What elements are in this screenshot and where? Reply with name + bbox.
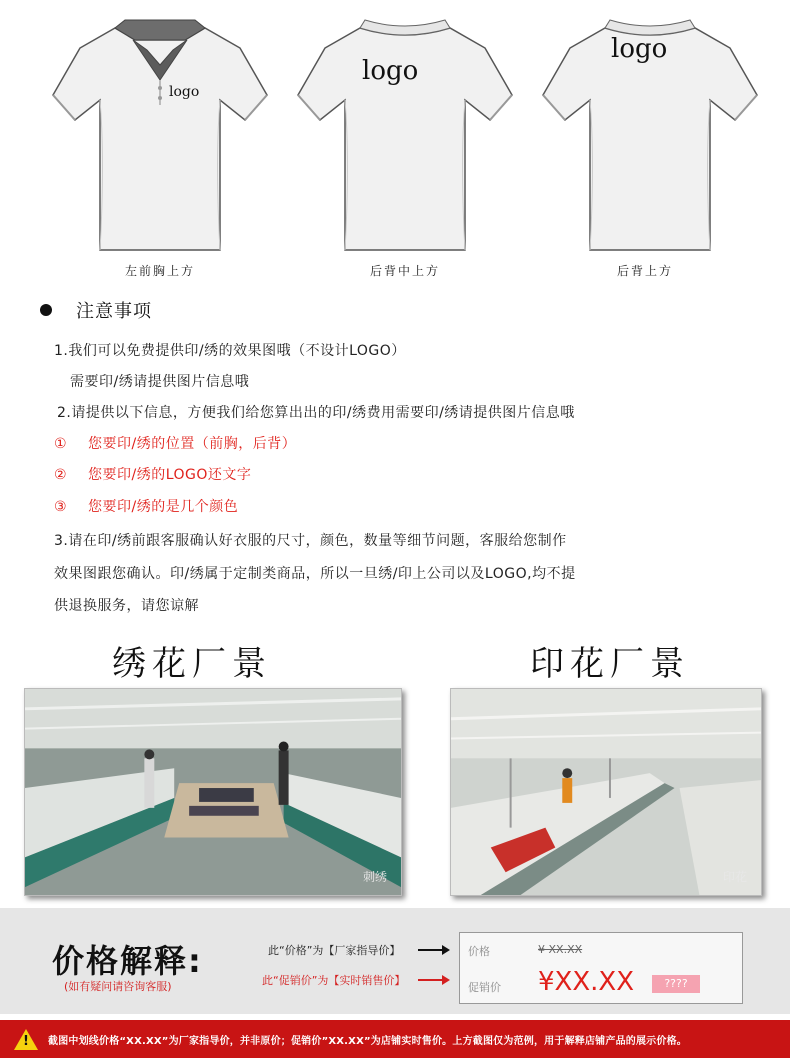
promo-price-label: 促销价 xyxy=(468,981,501,994)
note-line: 3.请在印/绣前跟客服确认好衣服的尺寸，颜色，数量等细节问题，客服给您制作 xyxy=(54,533,567,549)
price-sample-box xyxy=(459,932,743,1004)
photo-watermark: 刺绣 xyxy=(362,870,387,884)
price-label: 价格 xyxy=(468,945,490,958)
price-explanation-title: 价格解释: xyxy=(52,942,203,980)
promo-tag-badge: ???? xyxy=(652,975,700,993)
embroidery-factory-scene xyxy=(25,689,401,895)
note-line: 1.我们可以免费提供印/绣的效果图哦（不设计LOGO） xyxy=(54,343,406,359)
warning-triangle-icon: ! xyxy=(14,1029,38,1050)
shirt-caption: 左前胸上方 xyxy=(124,264,195,278)
disclaimer-footer xyxy=(0,1020,790,1058)
notes-heading xyxy=(40,297,152,323)
note-line: 效果图跟您确认。印/绣属于定制类商品，所以一旦绣/印上公司以及LOGO,均不提 xyxy=(54,566,576,582)
note-item-colors xyxy=(54,496,238,516)
logo-placeholder-text: logo xyxy=(362,56,419,86)
circled-number: ③ xyxy=(54,499,68,515)
guide-price-explanation: 此“价格”为【厂家指导价】 xyxy=(268,944,401,957)
note-item-text: 您要印/绣的位置（前胸，后背） xyxy=(88,436,297,452)
bullet-dot-icon xyxy=(40,304,52,316)
shirt-front-image xyxy=(45,10,275,260)
circled-number: ② xyxy=(54,467,68,483)
price-explanation-band xyxy=(0,908,790,1014)
note-item-position xyxy=(54,433,296,453)
circled-number: ① xyxy=(54,436,68,452)
note-item-logo xyxy=(54,464,251,484)
shirt-back-center-image xyxy=(290,10,520,260)
note-item-text: 您要印/绣的是几个颜色 xyxy=(88,499,239,515)
notes-title: 注意事项 xyxy=(76,301,152,322)
arrow-right-icon xyxy=(418,949,448,951)
shirt-caption: 后背中上方 xyxy=(369,264,440,278)
logo-placeholder-text: logo xyxy=(611,34,668,64)
photo-watermark: 印花 xyxy=(722,870,747,884)
shirt-back-top-image xyxy=(535,10,765,260)
print-factory-scene xyxy=(451,689,761,895)
polo-back-illustration xyxy=(290,10,520,260)
disclaimer-text: 截图中划线价格“XX.XX”为厂家指导价，并非原价；促销价”XX.XX”为店铺实时售价。上方截图仅为范例，用于解释店铺产品的展示价格。 xyxy=(48,1035,687,1047)
shirt-caption: 后背上方 xyxy=(616,264,673,278)
note-line: 2.请提供以下信息，方便我们给您算出出的印/绣费用需要印/绣请提供图片信息哦 xyxy=(57,405,575,421)
note-line: 供退换服务，请您谅解 xyxy=(54,598,199,614)
shirt-positions-section xyxy=(0,0,790,290)
logo-placeholder-text: logo xyxy=(169,84,200,100)
price-explanation-subtitle: (如有疑问请咨询客服) xyxy=(64,980,172,993)
note-line: 需要印/绣请提供图片信息哦 xyxy=(70,374,250,390)
arrow-right-icon xyxy=(418,979,448,981)
strikethrough-price: ¥ XX.XX xyxy=(538,943,583,956)
promo-price-value: ¥XX.XX xyxy=(538,967,635,997)
polo-front-illustration xyxy=(45,10,275,260)
print-factory-title: 印花厂景 xyxy=(530,644,690,684)
print-factory-photo xyxy=(450,688,762,896)
embroidery-factory-title: 绣花厂景 xyxy=(112,644,272,684)
embroidery-factory-photo xyxy=(24,688,402,896)
promo-price-explanation: 此“促销价”为【实时销售价】 xyxy=(262,974,406,987)
note-item-text: 您要印/绣的LOGO还文字 xyxy=(88,467,252,483)
